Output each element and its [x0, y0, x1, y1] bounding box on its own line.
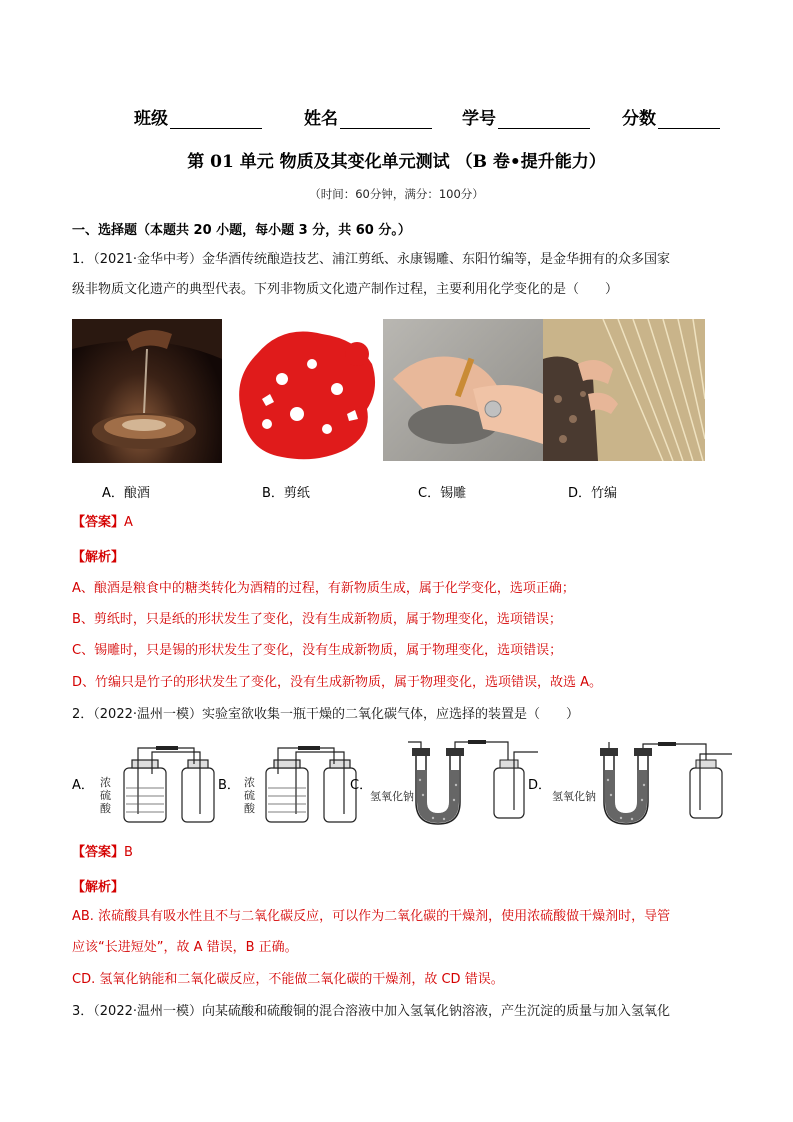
- q2-d-naoh-label: 氢氧化钠: [552, 790, 596, 803]
- q3-line1: 3．（2022·温州一模）向某硫酸和硫酸铜的混合溶液中加入氢氧化钠溶液，产生沉淀的质量与加入氢氧化: [72, 1004, 670, 1019]
- tin-carving-illustration: [383, 319, 543, 461]
- q1-analysis-d: D、竹编只是竹子的形状发生了变化，没有生成新物质，属于物理变化，选项错误，故选 A。: [72, 675, 603, 690]
- brewing-illustration: [72, 319, 222, 463]
- q1-option-a[interactable]: A．酿酒: [102, 486, 150, 501]
- q2-analysis-line1: AB. 浓硫酸具有吸水性且不与二氧化碳反应，可以作为二氧化碳的干燥剂，使用浓硫酸做干燥剂时，导管: [72, 909, 671, 924]
- q1-option-d[interactable]: D．竹编: [568, 486, 618, 501]
- name-label: 姓名: [304, 109, 338, 129]
- q2-option-d-letter[interactable]: D．: [528, 778, 552, 793]
- q2-analysis-line3: CD. 氢氧化钠能和二氧化碳反应，不能做二氧化碳的干燥剂，故 CD 错误。: [72, 972, 504, 987]
- page-subtitle: （时间：60分钟，满分：100分）: [309, 187, 484, 201]
- photo-brewing: [72, 319, 222, 463]
- student-info-row: [0, 104, 793, 130]
- q2-analysis-line2: 应该“长进短处”，故 A 错误，B 正确。: [72, 940, 298, 955]
- q2-b-acid-label: 浓 硫 酸: [244, 776, 255, 815]
- q2-answer: [72, 838, 133, 868]
- q1-option-c[interactable]: C．锡雕: [418, 486, 467, 501]
- apparatus-b: [254, 744, 359, 824]
- photo-tin-carving: [383, 319, 543, 461]
- paper-cutting-illustration: [222, 319, 382, 467]
- q2-analysis-label: 【解析】: [72, 880, 125, 895]
- name-blank[interactable]: [340, 108, 432, 129]
- bamboo-weaving-illustration: [543, 319, 705, 461]
- q1-answer-label: 【答案】: [72, 515, 125, 530]
- class-label: 班级: [134, 109, 168, 129]
- q1-option-b[interactable]: B．剪纸: [262, 486, 310, 501]
- class-blank[interactable]: [170, 108, 262, 129]
- q1-analysis-a: A、酿酒是粮食中的糖类转化为酒精的过程，有新物质生成，属于化学变化，选项正确；: [72, 581, 575, 596]
- score-blank[interactable]: [658, 108, 720, 129]
- q2-option-c-letter[interactable]: C．: [350, 778, 373, 793]
- q1-answer: [72, 508, 133, 538]
- apparatus-c: [408, 740, 548, 828]
- name-field: [304, 104, 432, 129]
- class-field: [134, 104, 262, 129]
- q2-answer-value: B: [124, 845, 133, 860]
- q2-a-acid-label: 浓 硫 酸: [100, 776, 111, 815]
- apparatus-a: [112, 744, 217, 824]
- q1-line1: 1．（2021·金华中考）金华酒传统酿造技艺、浦江剪纸、永康锡雕、东阳竹编等，是金华拥有的众多国家: [72, 252, 670, 267]
- student-id-field: [462, 104, 590, 129]
- q2-option-a-letter[interactable]: A．: [72, 778, 94, 793]
- student-id-label: 学号: [462, 109, 496, 129]
- photo-bamboo-weaving: [543, 319, 705, 461]
- apparatus-d: [596, 740, 736, 828]
- q2-option-b-letter[interactable]: B．: [218, 778, 240, 793]
- page-title: 第 01 单元 物质及其变化单元测试 （B 卷•提升能力）: [187, 152, 606, 172]
- q2-line1: 2．（2022·温州一模）实验室欲收集一瓶干燥的二氧化碳气体，应选择的装置是（ ）: [72, 707, 579, 722]
- q2-c-naoh-label: 氢氧化钠: [370, 790, 414, 803]
- section-heading: 一、选择题（本题共 20 小题，每小题 3 分，共 60 分。）: [72, 223, 411, 238]
- score-field: [622, 104, 720, 129]
- student-id-blank[interactable]: [498, 108, 590, 129]
- q1-analysis-c: C、锡雕时，只是锡的形状发生了变化，没有生成新物质，属于物理变化，选项错误；: [72, 643, 563, 658]
- q1-answer-value: A: [124, 515, 133, 530]
- photo-paper-cutting: [222, 319, 382, 467]
- q1-line2: 级非物质文化遗产的典型代表。下列非物质文化遗产制作过程，主要利用化学变化的是（ ）: [72, 282, 619, 297]
- q1-analysis-b: B、剪纸时，只是纸的形状发生了变化，没有生成新物质，属于物理变化，选项错误；: [72, 612, 562, 627]
- q2-answer-label: 【答案】: [72, 845, 125, 860]
- q1-analysis-label: 【解析】: [72, 550, 125, 565]
- score-label: 分数: [622, 109, 656, 129]
